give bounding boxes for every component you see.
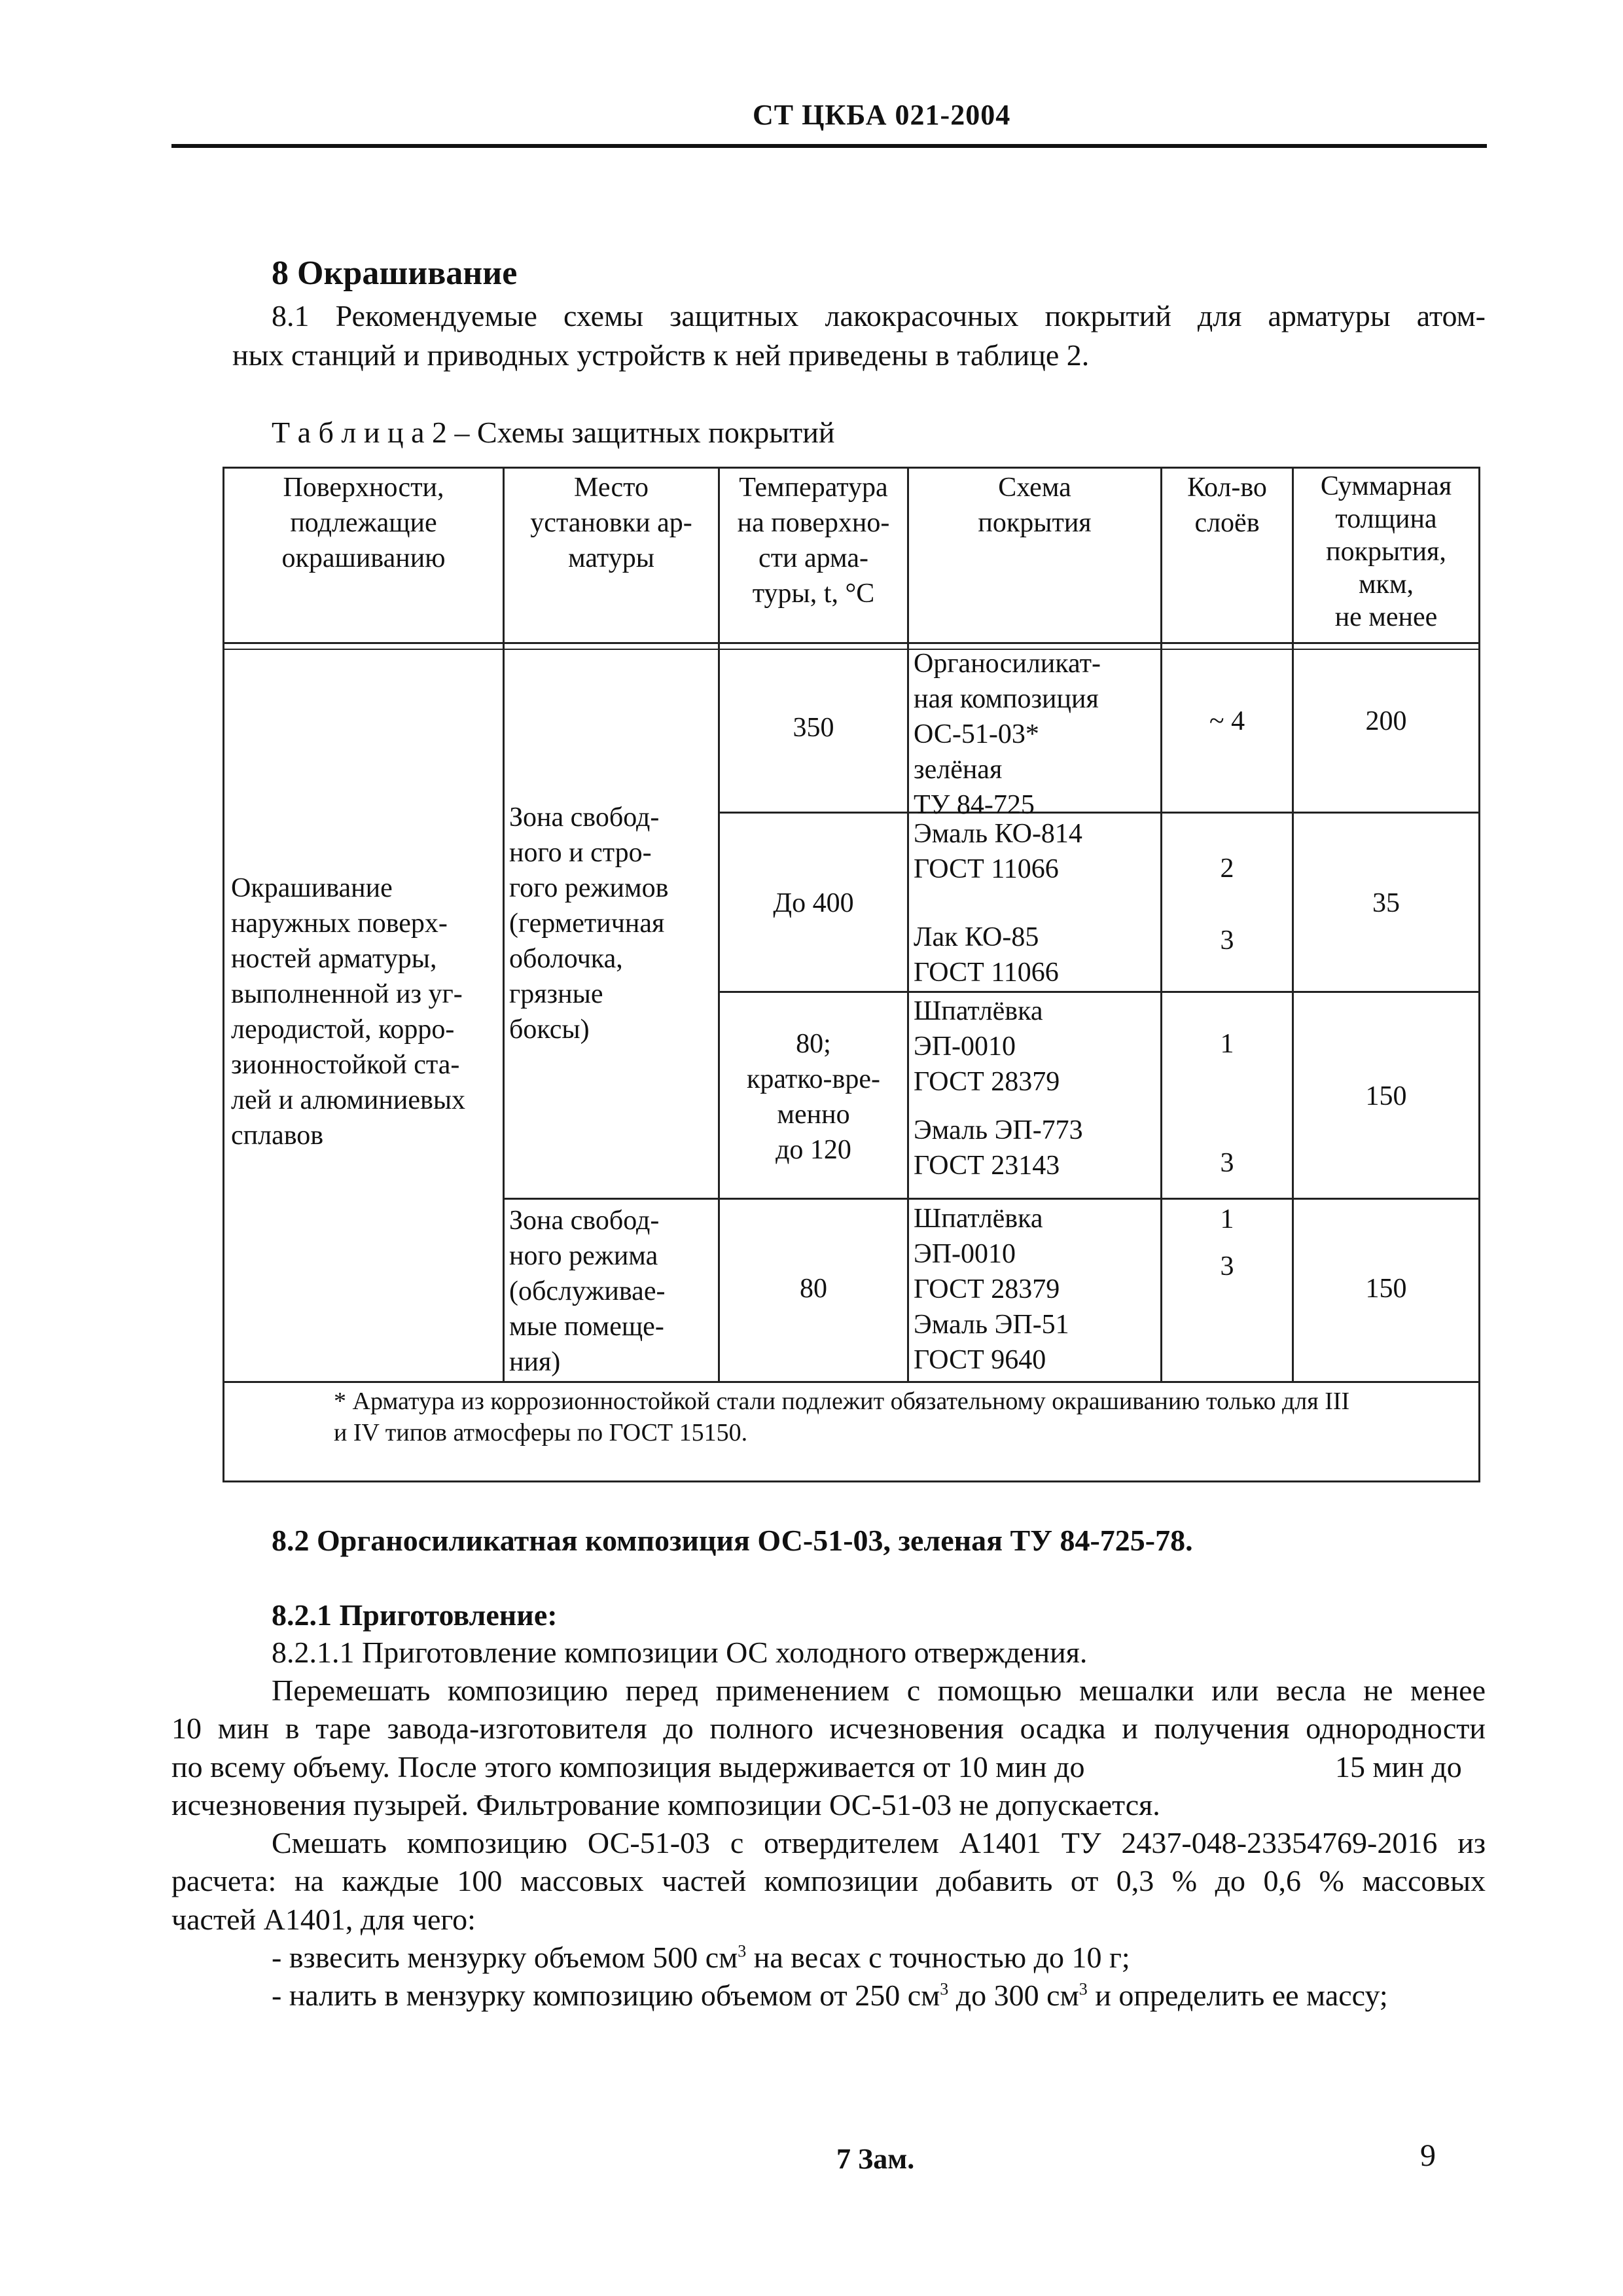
row4-temperature: 80 — [800, 1274, 827, 1304]
row3-layers-b: 3 — [1220, 1148, 1234, 1178]
header-place: Место установки ар- матуры — [530, 473, 692, 573]
section-title: 8 Окрашивание — [272, 255, 518, 292]
subsection-title: 8.2.1 Приготовление: — [272, 1598, 558, 1632]
row1-layers: ~ 4 — [1209, 706, 1245, 736]
header-thickness: Суммарная толщина покрытия, мкм, не менее — [1320, 471, 1452, 632]
table-border-left — [223, 467, 224, 1482]
row-divider — [503, 1198, 1480, 1200]
list-item: - налить в мензурку композицию объемом от 250 $см^3$ до 300 $см^3$ и определить ее массу; — [272, 1979, 1388, 2012]
row3-temperature: 80; кратко-вре- менно до 120 — [746, 1029, 881, 1165]
column-divider — [907, 467, 909, 1381]
paragraph-line: 10 мин в таре завода-изготовителя до полного исчезновения осадка и получения однородности — [171, 1712, 1486, 1745]
paragraph-line: 8.1 Рекомендуемые схемы защитных лакокрасочных покрытий для арматуры атом- — [272, 299, 1486, 332]
row3-thickness: 150 — [1365, 1081, 1407, 1111]
paragraph-line: исчезновения пузырей. Фильтрование композиции ОС-51-03 не допускается. — [171, 1788, 1160, 1821]
row4-scheme: Шпатлёвка ЭП-0010 ГОСТ 28379 Эмаль ЭП-51 ГОСТ 9640 — [914, 1204, 1069, 1375]
table-caption: Т а б л и ц а 2 – Схемы защитных покрытий — [272, 416, 835, 449]
row3-layers-a: 1 — [1220, 1029, 1234, 1059]
change-number: 7 Зам. — [836, 2143, 915, 2175]
surface-description: Окрашивание наружных поверх- ностей арматуры, выполненной из уг- леродистой, корро- зионностойкой ста- лей и алюминиевых сплавов — [231, 873, 466, 1151]
paragraph-line: 8.2.1.1 Приготовление композиции ОС холодного отверждения. — [272, 1636, 1088, 1669]
row2-layers-b: 3 — [1220, 925, 1234, 956]
row1-temperature: 350 — [793, 713, 834, 743]
paragraph-line: Смешать композицию ОС-51-03 с отвердителем А1401 ТУ 2437-048-23354769-2016 из — [272, 1826, 1486, 1859]
paragraph-line-end: 15 мин до — [1335, 1750, 1462, 1784]
table-border-bottom — [223, 1480, 1480, 1482]
row3-scheme-b: Эмаль ЭП-773 ГОСТ 23143 — [914, 1115, 1083, 1181]
row-divider — [223, 1381, 1480, 1383]
row2-temperature: До 400 — [773, 888, 854, 918]
row3-scheme-a: Шпатлёвка ЭП-0010 ГОСТ 28379 — [914, 996, 1060, 1097]
row4-thickness: 150 — [1365, 1274, 1407, 1304]
paragraph-line: ных станций и приводных устройств к ней приведены в таблице 2. — [232, 338, 1090, 372]
table-border-right — [1478, 467, 1480, 1482]
row1-thickness: 200 — [1365, 706, 1407, 736]
header-temperature: Температура на поверхно- сти арма- туры, t, °С — [737, 473, 890, 609]
row2-scheme-a: Эмаль КО-814 ГОСТ 11066 — [914, 819, 1082, 884]
row4-layers-a: 1 — [1220, 1204, 1234, 1234]
paragraph-line: по всему объему. После этого композиция выдерживается от 10 мин до — [171, 1750, 1085, 1784]
row-divider — [718, 991, 1480, 993]
header-layers: Кол-во слоёв — [1187, 473, 1267, 538]
section-title: 8.2 Органосиликатная композиция ОС-51-03, зеленая ТУ 84-725-78. — [272, 1524, 1193, 1557]
header-surfaces: Поверхности, подлежащие окрашиванию — [281, 473, 446, 573]
header-scheme: Схема покрытия — [978, 473, 1092, 538]
place-zone-1: Зона свобод- ного и стро- гого режимов (герметичная оболочка, грязные боксы) — [509, 802, 669, 1045]
column-divider — [503, 467, 505, 1381]
paragraph-line: частей А1401, для чего: — [171, 1903, 476, 1936]
paragraph-line: Перемешать композицию перед применением с помощью мешалки или весла не менее — [272, 1674, 1486, 1707]
row4-layers-b: 3 — [1220, 1251, 1234, 1282]
list-item: - взвесить мензурку объемом 500 $см^3$ на весах с точностью до 10 г; — [272, 1941, 1130, 1974]
row2-layers-a: 2 — [1220, 853, 1234, 884]
row1-scheme: Органосиликат- ная композиция ОС-51-03* зелёная ТУ 84-725 — [914, 649, 1101, 820]
row2-scheme-b: Лак КО-85 ГОСТ 11066 — [914, 922, 1059, 988]
row2-thickness: 35 — [1372, 888, 1400, 918]
document-code: СТ ЦКБА 021-2004 — [753, 99, 1011, 131]
place-zone-2: Зона свобод- ного режима (обслуживае- мые помеще- ния) — [509, 1206, 666, 1377]
header-rule — [171, 144, 1487, 148]
table-footnote: * Арматура из коррозионностойкой стали подлежит обязательному окрашиванию только для III и IV типов атмосферы по ГОСТ 15150. — [334, 1388, 1350, 1446]
paragraph-line: расчета: на каждые 100 массовых частей композиции добавить от 0,3 % до 0,6 % массовых — [171, 1864, 1486, 1897]
page-number: 9 — [1420, 2138, 1436, 2173]
